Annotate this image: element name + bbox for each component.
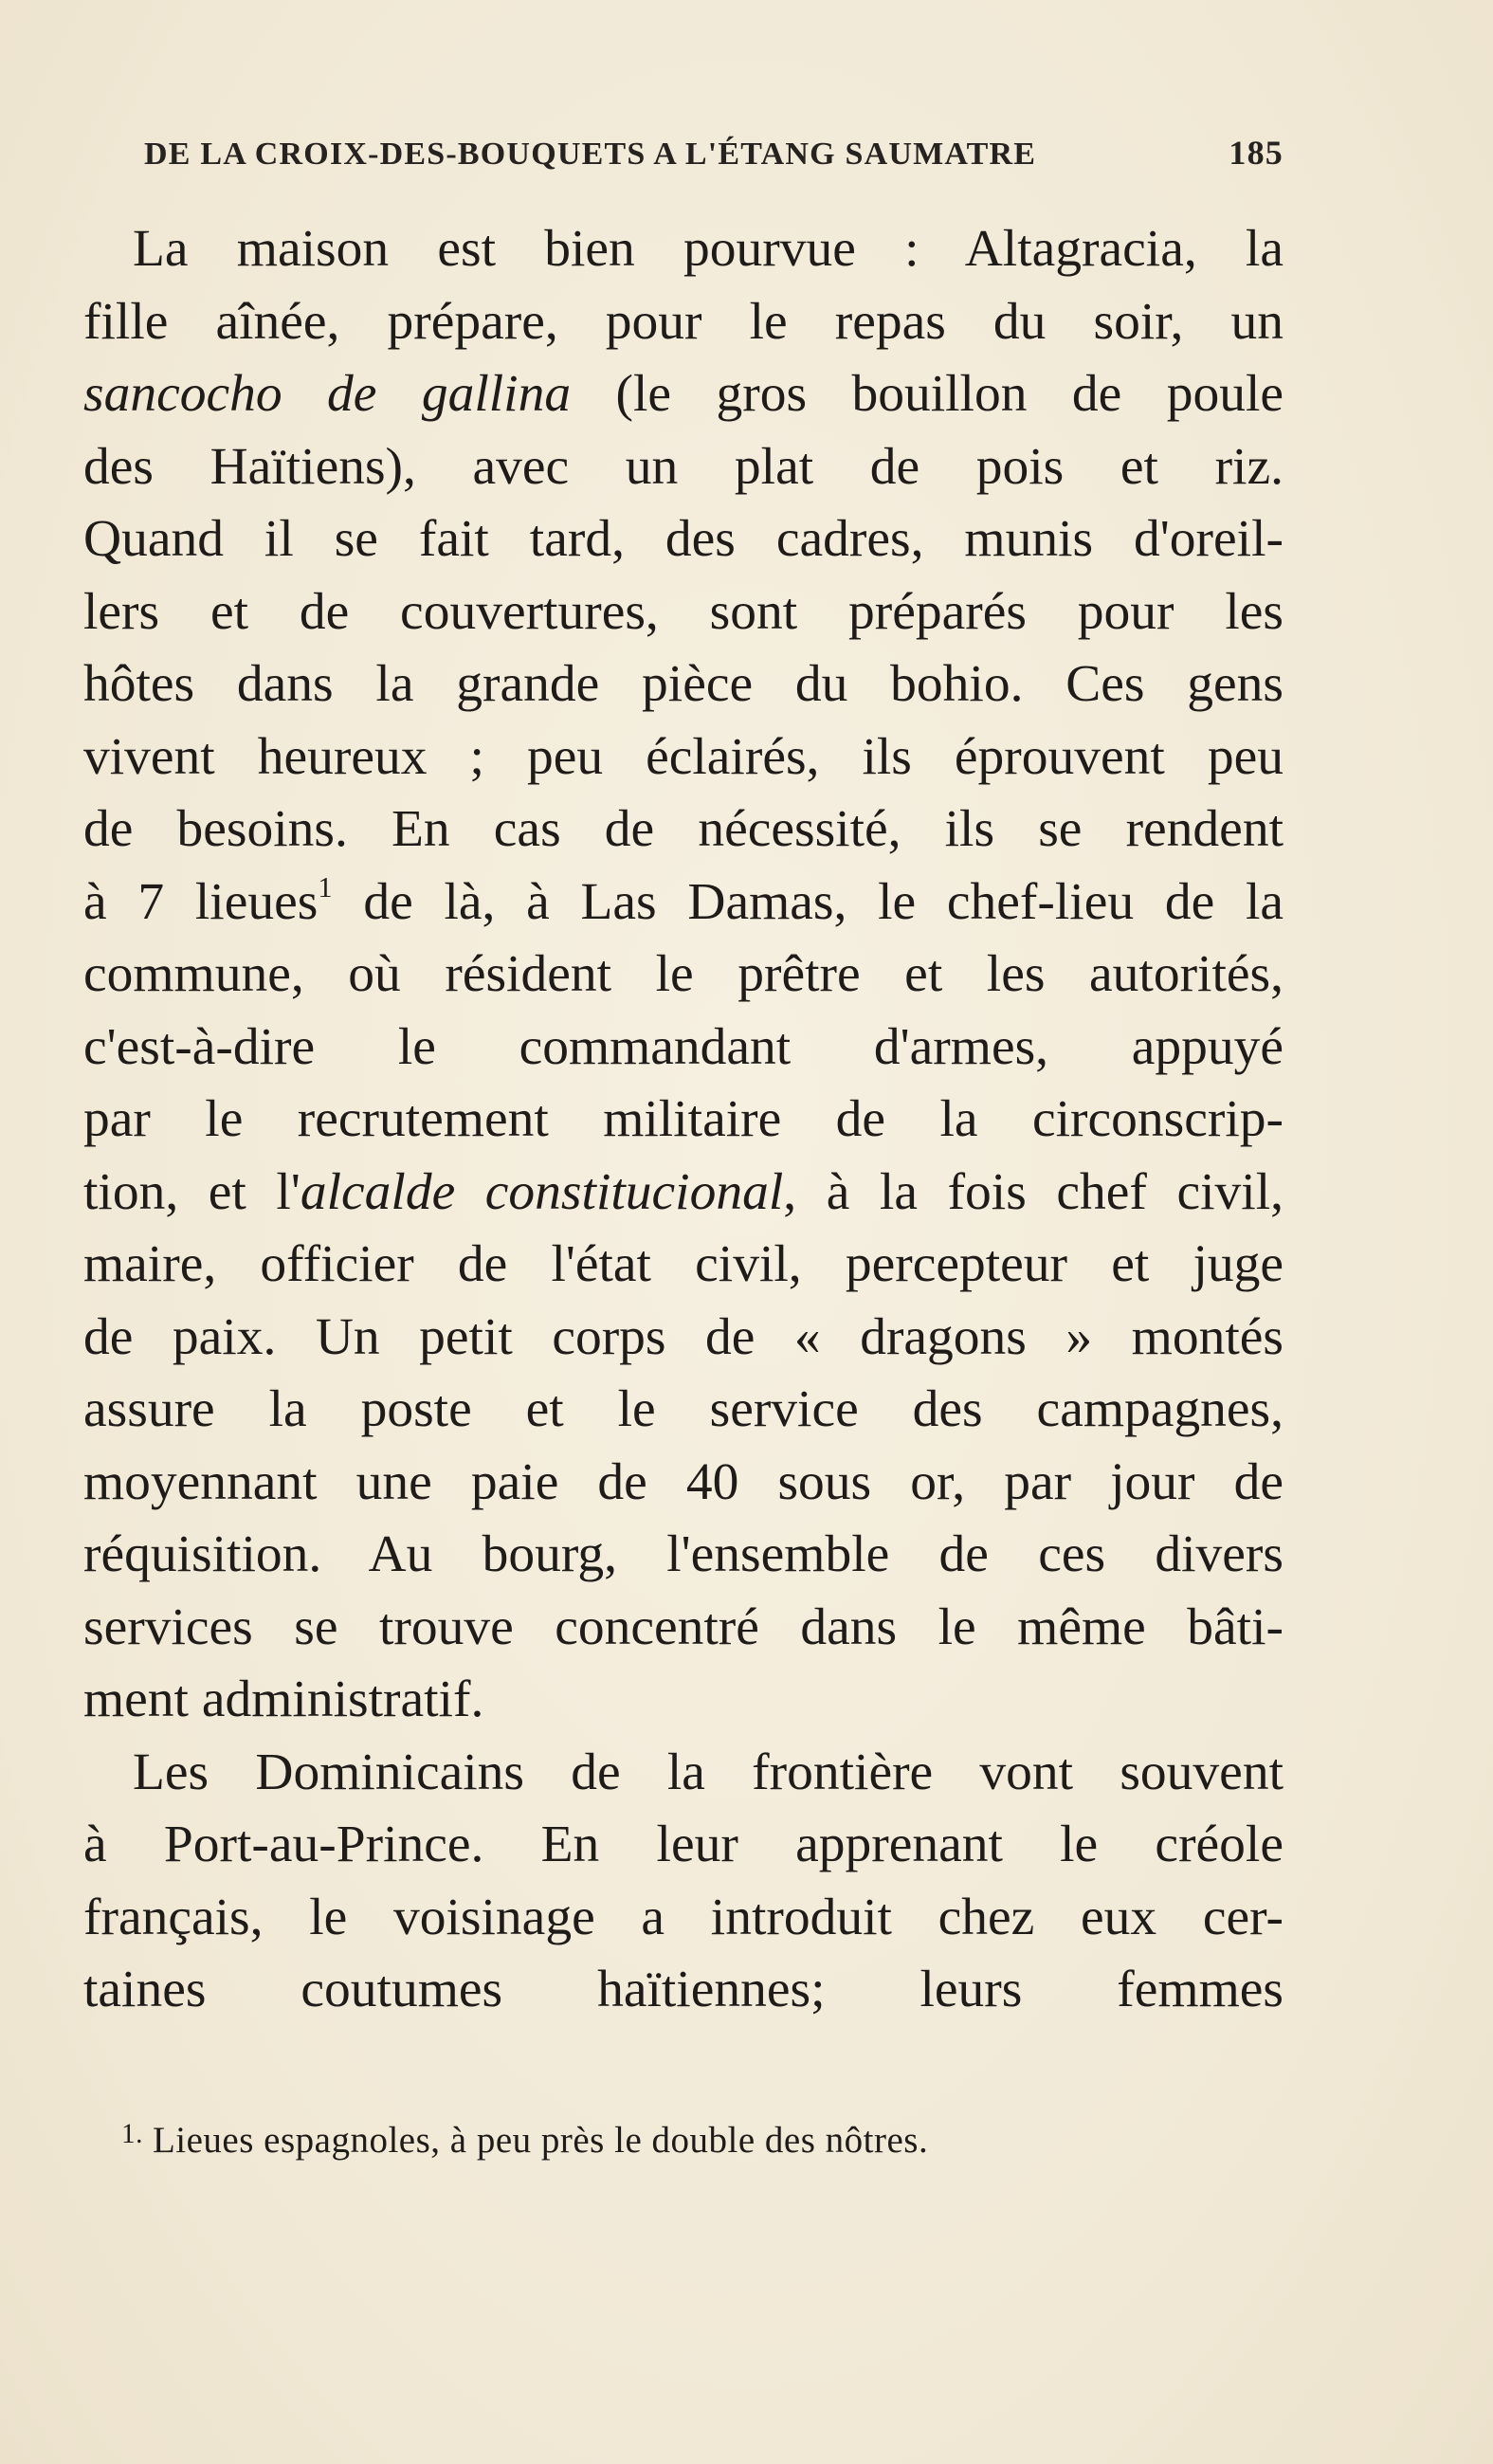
- text-line: ment administratif.: [83, 1670, 484, 1728]
- body-text: [83, 213, 1284, 2027]
- footnote: [121, 2119, 928, 2162]
- running-head: [144, 133, 1284, 173]
- text-line: commune, où résident le prêtre et les autorités,: [83, 945, 1284, 1003]
- running-head-title: DE LA CROIX-DES-BOUQUETS A L'ÉTANG SAUMATRE: [144, 137, 1037, 172]
- text-line: Quand il se fait tard, des cadres, munis d'oreil-: [83, 510, 1284, 568]
- text-line: Les Dominicains de la frontière vont souvent: [133, 1743, 1284, 1801]
- footnote-marker: 1: [318, 870, 333, 903]
- text-line: de besoins. En cas de nécessité, ils se rendent: [83, 800, 1284, 858]
- footnote-text: Lieues espagnoles, à peu près le double des nôtres.: [152, 2120, 929, 2161]
- text-line: à 7 lieues$^1$ de là, à Las Damas, le chef-lieu de la: [83, 870, 1284, 931]
- text-line: de paix. Un petit corps de « dragons » montés: [83, 1307, 1284, 1366]
- text-line: réquisition. Au bourg, l'ensemble de ces divers: [83, 1525, 1284, 1583]
- text-line: à Port-au-Prince. En leur apprenant le créole: [83, 1816, 1284, 1873]
- text-line: services se trouve concentré dans le même bâti-: [83, 1597, 1284, 1656]
- text-line: La maison est bien pourvue : Altagracia, la: [133, 220, 1284, 278]
- text-line: tion, et l'alcalde constitucional, à la fois chef civil,: [83, 1162, 1284, 1221]
- text-line: sancocho de gallina (le gros bouillon de poule: [83, 365, 1284, 423]
- footnote-number: 1.: [121, 2118, 143, 2149]
- text-line: assure la poste et le service des campagnes,: [83, 1380, 1284, 1438]
- text-line: moyennant une paie de 40 sous or, par jour de: [83, 1452, 1284, 1511]
- text-line: français, le voisinage a introduit chez eux cer-: [83, 1888, 1284, 1946]
- text-line: maire, officier de l'état civil, percepteur et juge: [83, 1235, 1284, 1293]
- text-line: des Haïtiens), avec un plat de pois et riz.: [83, 437, 1284, 496]
- page-number: 185: [1229, 134, 1284, 172]
- italic-phrase: alcalde constitucional: [300, 1162, 784, 1221]
- text-line: taines coutumes haïtiennes; leurs femmes: [83, 1961, 1284, 2018]
- text-line: vivent heureux ; peu éclairés, ils éprouvent peu: [83, 727, 1284, 786]
- text-line: c'est-à-dire le commandant d'armes, appuyé: [83, 1017, 1284, 1076]
- text-line: hôtes dans la grande pièce du bohio. Ces gens: [83, 655, 1284, 713]
- text-line: fille aînée, prépare, pour le repas du soir, un: [83, 292, 1284, 351]
- text-line: lers et de couvertures, sont préparés pour les: [83, 582, 1284, 641]
- text-line: par le recrutement militaire de la circonscrip-: [83, 1090, 1284, 1148]
- italic-phrase: sancocho de gallina: [83, 365, 572, 423]
